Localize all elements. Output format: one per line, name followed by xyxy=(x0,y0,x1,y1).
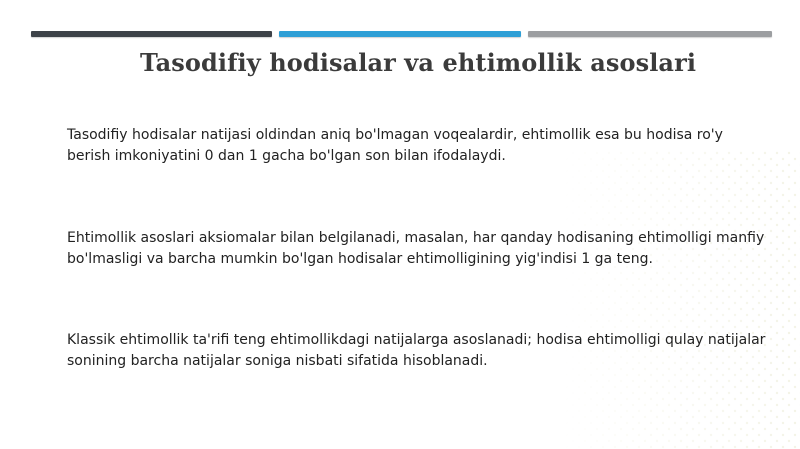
paragraph-1: Tasodifiy hodisalar natijasi oldindan aniq bo'lmagan voqealardir, ehtimollik esa bu hodisa ro'y berish imkoniyatini 0 dan 1 gacha bo'lgan son bilan ifodalaydi. xyxy=(67,127,723,164)
paragraph-3: Klassik ehtimollik ta'rifi teng ehtimollikdagi natijalarga asoslanadi; hodisa ehtimolligi qulay natijalar sonining barcha natijalar soniga nisbati sifatida hisoblanadi. xyxy=(67,332,766,369)
slide-title: Tasodifiy hodisalar va ehtimollik asoslari xyxy=(139,48,697,77)
header-accent-bar-blue xyxy=(279,31,521,37)
paragraph-2: Ehtimollik asoslari aksiomalar bilan belgilanadi, masalan, har qanday hodisaning ehtimolligi manfiy bo'lmasligi va barcha mumkin bo'lgan hodisalar ehtimolligining yig'indisi 1 ga teng. xyxy=(67,230,765,267)
header-accent-bar-gray xyxy=(528,31,772,37)
header-accent-bar-dark xyxy=(31,31,272,37)
